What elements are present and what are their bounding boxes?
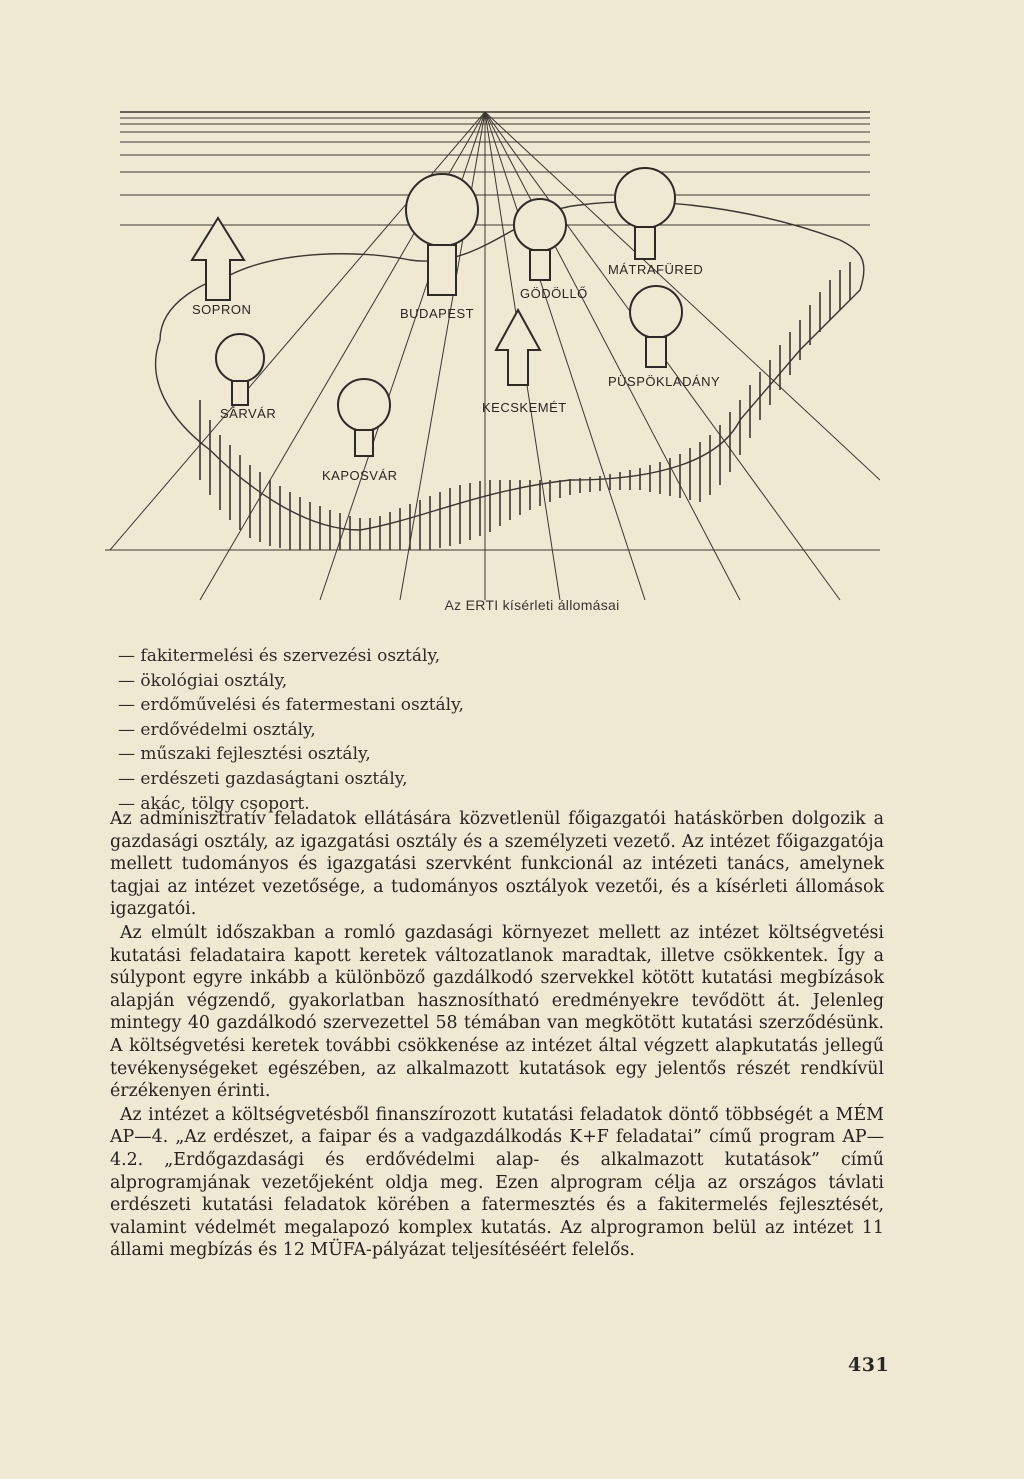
list-item: — erdőművelési és fatermestani osztály, <box>118 695 464 716</box>
tree-icon <box>615 168 675 259</box>
body-text <box>110 808 884 1262</box>
stations-map-figure <box>100 100 880 610</box>
station-label: KAPOSVÁR <box>322 468 398 483</box>
arrow-icon <box>496 310 540 385</box>
station-label: GÖDÖLLŐ <box>520 286 588 301</box>
list-item: — akác, tölgy csoport. <box>118 793 310 814</box>
station-label: SÁRVÁR <box>220 406 277 421</box>
list-item: — fakitermelési és szervezési osztály, <box>118 646 441 666</box>
list-item: — műszaki fejlesztési osztály, <box>118 744 371 765</box>
station-label: SOPRON <box>192 302 252 317</box>
caption-text: Az ERTI kísérleti állomásai <box>444 597 620 613</box>
arrow-icon <box>192 218 244 300</box>
list-item: — erdővédelmi osztály, <box>118 719 316 740</box>
station-label: BUDAPEST <box>400 306 475 321</box>
figure-caption <box>0 597 1024 613</box>
station-label: KECSKEMÉT <box>482 400 567 415</box>
page-number: 431 <box>848 1354 890 1376</box>
paragraph: Az elmúlt időszakban a romló gazdasági környezet mellett az intézet költségvetési kutatási feladataira kapott keretek változatlanok maradtak, illetve csökkentek. Így a súlypont egyre inkább a különböző gazdálkodó szervekkel kötött kutatási megbízások alapján végzendő, gyakorlatban hasznosítható eredményekre tevődött át. Jelenleg mintegy 40 gazdálkodó szervezettel 58 témában van megkötött kutatási szerződésünk. A költségvetési keretek további csökkenése az intézet által végzett alapkutatás jellegű tevékenységeket egészében, az alkalmazott kutatások egy jelentős részét rendkívül érzékenyen érinti. <box>110 922 884 1102</box>
station-label: MÁTRAFÜRED <box>608 262 704 277</box>
paragraph: Az adminisztratív feladatok ellátására közvetlenül főigazgatói hatáskörben dolgozik a gazdasági osztály, az igazgatási osztály és a személyzeti vezető. Az intézet főigazgatója mellett tudományos és igazgatási szervként funkcionál az intézeti tanács, amelynek tagjai az intézet vezetősége, a tudományos osztályok vezetői, és a kísérleti állomások igazgatói. <box>110 809 884 920</box>
tree-icon <box>216 334 264 405</box>
tree-icon <box>338 379 390 456</box>
tree-icon <box>514 199 566 280</box>
tree-icon <box>406 174 478 295</box>
department-list <box>118 644 898 816</box>
tree-icon <box>630 286 682 367</box>
list-item: — ökológiai osztály, <box>118 670 288 691</box>
station-label: PÜSPÖKLADÁNY <box>608 374 721 389</box>
paragraph: Az intézet a költségvetésből finanszírozott kutatási feladatok döntő többségét a MÉM AP—4. „Az erdészet, a faipar és a vadgazdálkodás K+F feladatai” című program AP—4.2. „Erdőgazdasági és erdővédelmi alap- és alkalmazott kutatások” című alprogramjának vezetőjeként oldja meg. Ezen alprogram célja az országos távlati erdészeti kutatási feladatok körében a fatermesztés és a fakitermelés fejlesztését, valamint védelmét megalapozó komplex kutatás. Az alprogramon belül az intézet 11 állami megbízás és 12 MÜFA-pályázat teljesítéséért felelős. <box>110 1104 884 1261</box>
list-item: — erdészeti gazdaságtani osztály, <box>118 768 408 789</box>
